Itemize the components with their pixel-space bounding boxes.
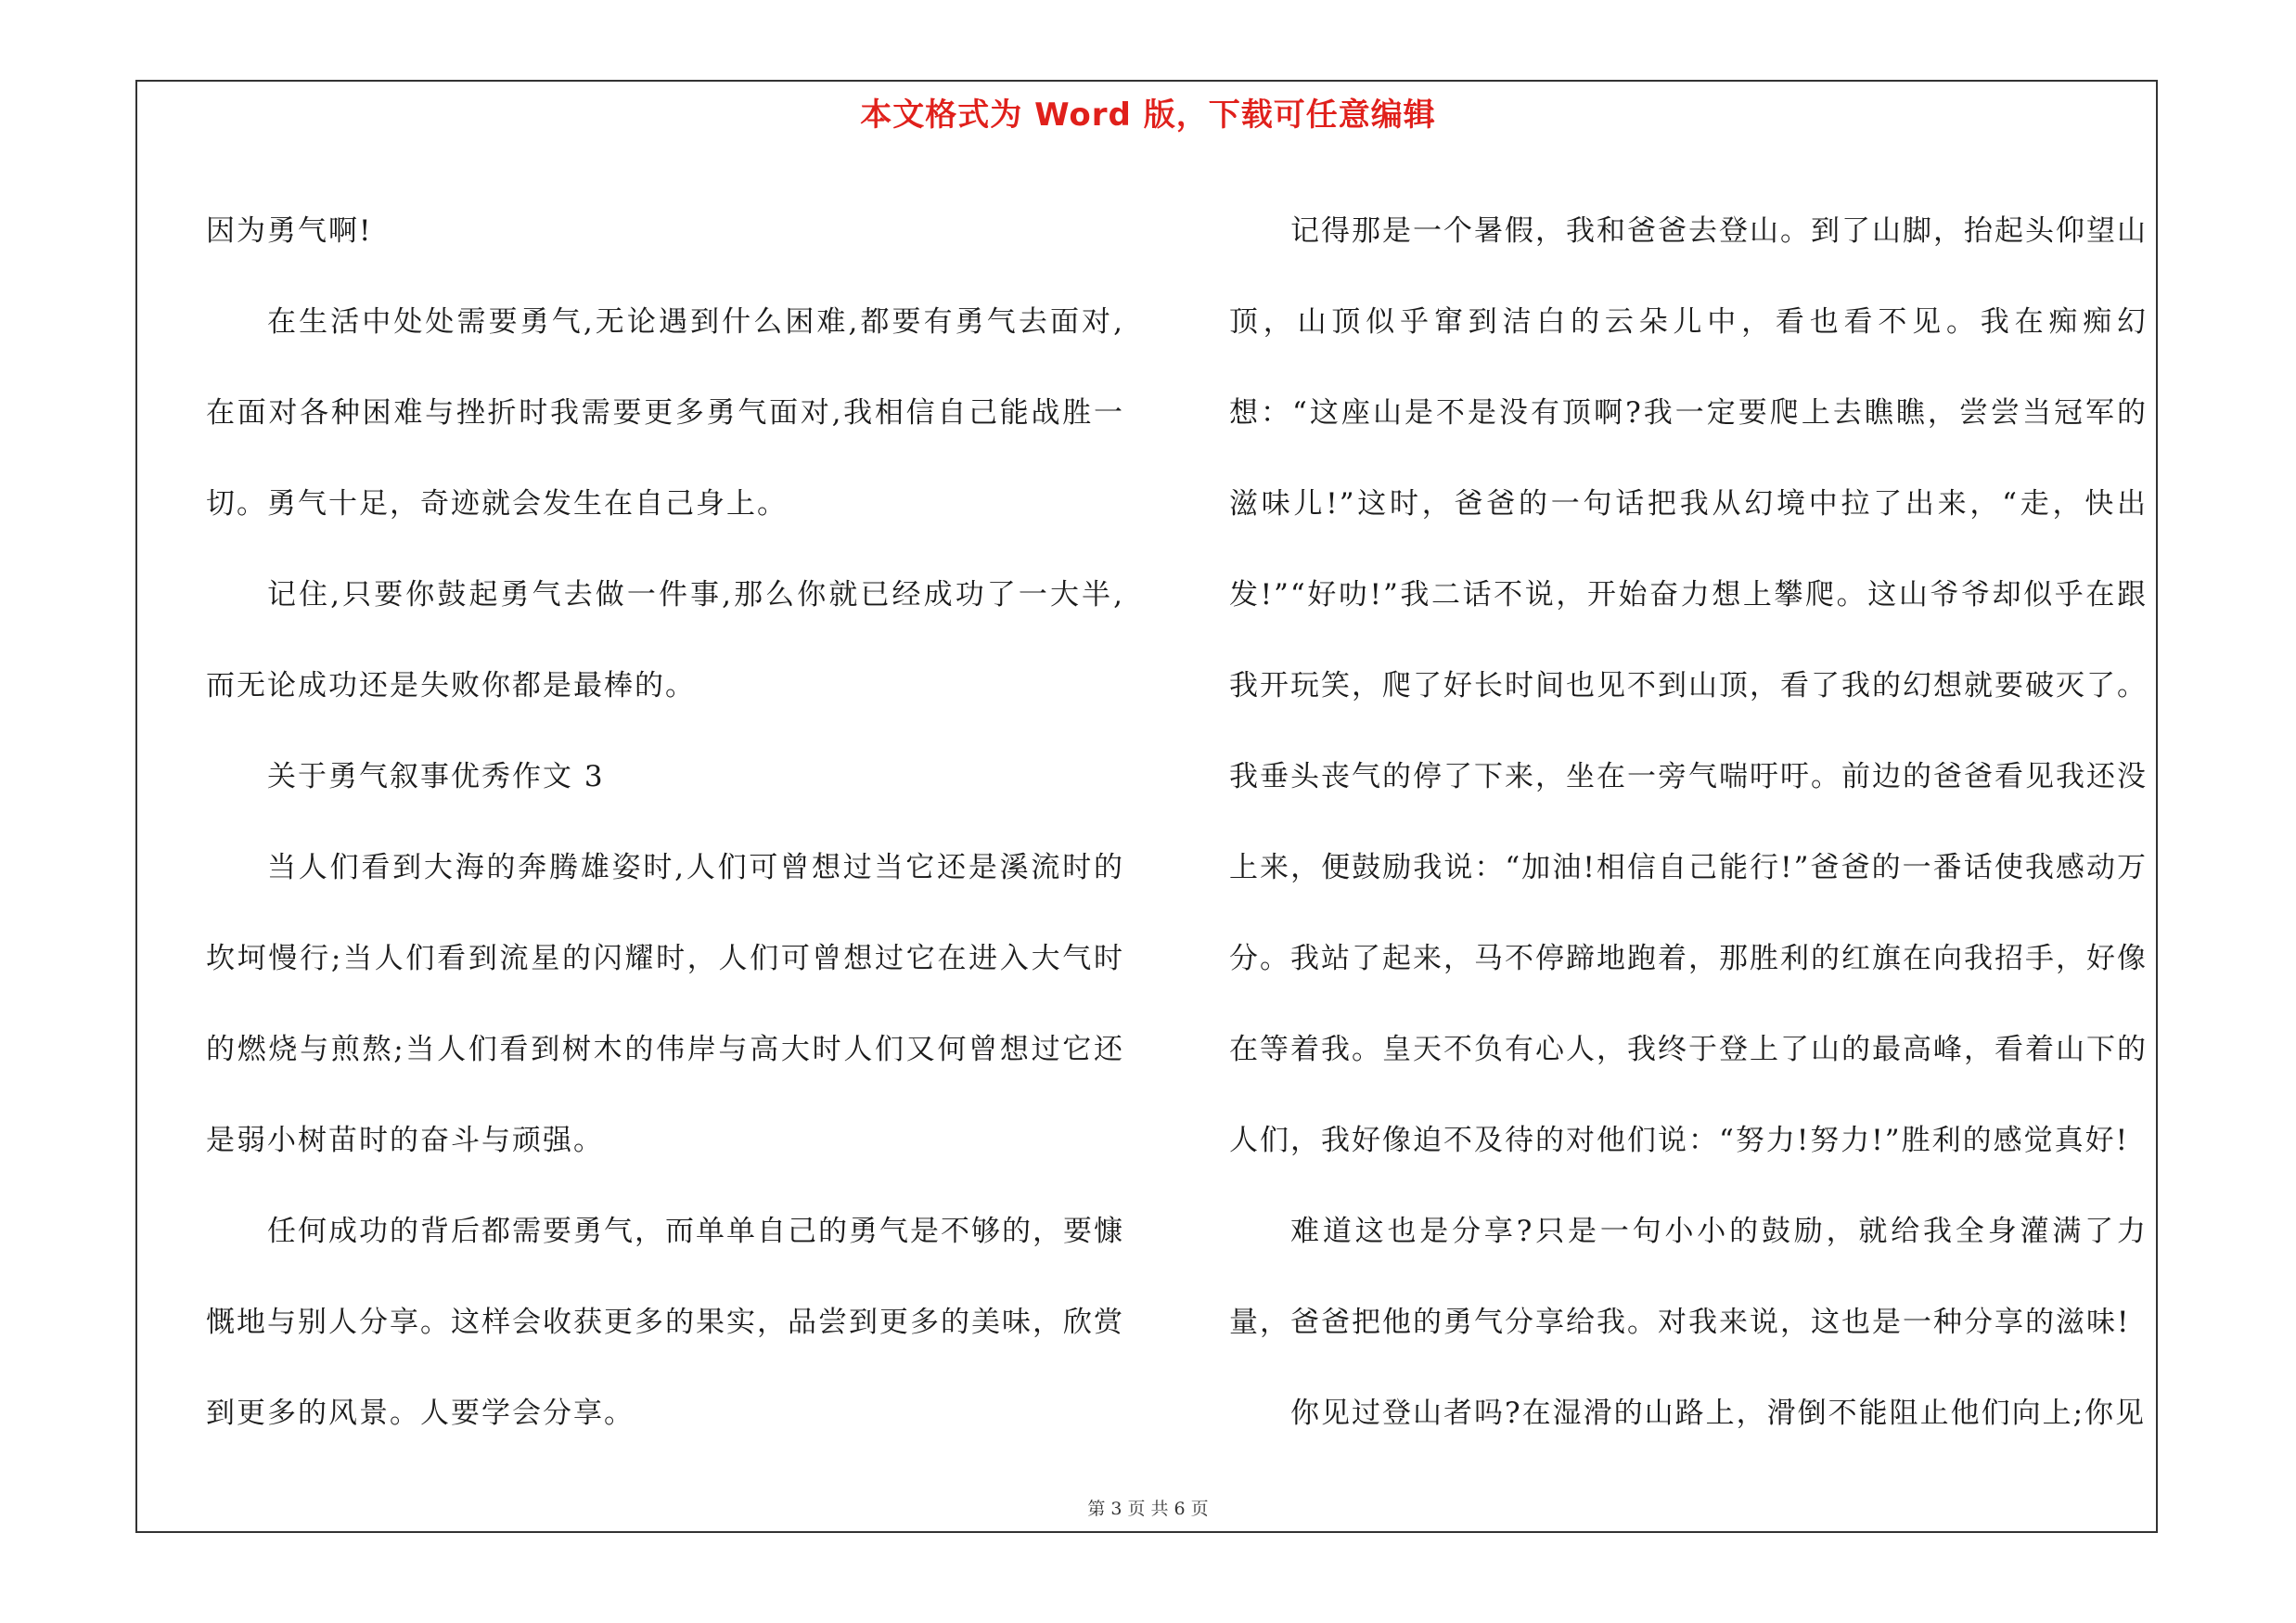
paragraph: 难道这也是分享?只是一句小小的鼓励，就给我全身灌满了力量，爸爸把他的勇气分享给我。对我来说，这也是一种分享的滋味! (1229, 1215, 2148, 1339)
paragraph: 因为勇气啊! (206, 214, 373, 248)
page-number: 第 3 页 共 6 页 (1087, 1499, 1209, 1519)
paragraph: 任何成功的背后都需要勇气，而单单自己的勇气是不够的，要慷慨地与别人分享。这样会收获更多的果实，品尝到更多的美味，欣赏到更多的风景。人要学会分享。 (206, 1215, 1124, 1430)
paragraph: 当人们看到大海的奔腾雄姿时,人们可曾想过当它还是溪流时的坎坷慢行;当人们看到流星的闪耀时，人们可曾想过它在进入大气时的燃烧与煎熬;当人们看到树木的伟岸与高大时人们又何曾想过它还是弱小树苗时的奋斗与顽强。 (206, 851, 1124, 1157)
right-text-column (1229, 186, 2148, 1459)
section-heading: 关于勇气叙事优秀作文 3 (267, 760, 605, 793)
paragraph: 你见过登山者吗?在湿滑的山路上，滑倒不能阻止他们向上;你见 (1290, 1397, 2147, 1430)
paragraph: 在生活中处处需要勇气,无论遇到什么困难,都要有勇气去面对,在面对各种困难与挫折时我需要更多勇气面对,我相信自己能战胜一切。勇气十足，奇迹就会发生在自己身上。 (206, 305, 1124, 521)
paragraph: 记住,只要你鼓起勇气去做一件事,那么你就已经成功了一大半,而无论成功还是失败你都是最棒的。 (206, 578, 1124, 702)
paragraph: 记得那是一个暑假，我和爸爸去登山。到了山脚，抬起头仰望山顶，山顶似乎窜到洁白的云朵儿中，看也看不见。我在痴痴幻想：“这座山是不是没有顶啊?我一定要爬上去瞧瞧，尝尝当冠军的滋味儿!”这时，爸爸的一句话把我从幻境中拉了出来，“走，快出发!”“好叻!”我二话不说，开始奋力想上攀爬。这山爷爷却似乎在跟我开玩笑，爬了好长时间也见不到山顶，看了我的幻想就要破灭了。我垂头丧气的停了下来，坐在一旁气喘吁吁。前边的爸爸看见我还没上来，便鼓励我说：“加油!相信自己能行!”爸爸的一番话使我感动万分。我站了起来，马不停蹄地跑着，那胜利的红旗在向我招手，好像在等着我。皇天不负有心人，我终于登上了山的最高峰，看着山下的人们，我好像迫不及待的对他们说：“努力!努力!”胜利的感觉真好! (1229, 214, 2148, 1157)
format-banner: 本文格式为 Word 版，下载可任意编辑 (860, 97, 1436, 134)
left-text-column (206, 186, 1124, 1459)
